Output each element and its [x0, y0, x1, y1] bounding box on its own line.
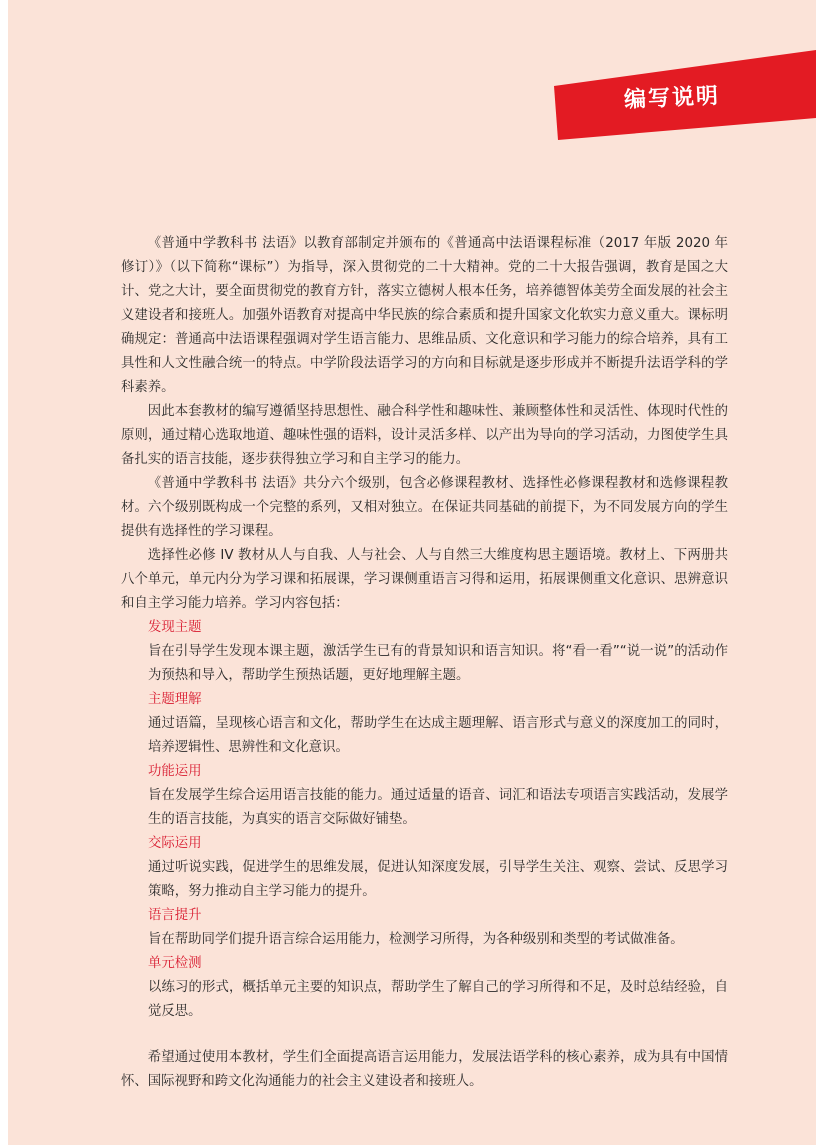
section-heading: 发现主题 [148, 620, 202, 635]
section-unit-test [121, 952, 728, 1024]
section-body: 旨在引导学生发现本课主题，激活学生已有的背景知识和语言知识。将“看一看”“说一说”的活动作为预热和导入，帮助学生预热话题，更好地理解主题。 [148, 644, 728, 683]
section-body: 以练习的形式，概括单元主要的知识点，帮助学生了解自己的学习所得和不足，及时总结经验，自觉反思。 [148, 980, 728, 1019]
page-title: 编写说明 [623, 83, 721, 113]
section-function-use [121, 760, 728, 832]
section-language-improvement [121, 904, 728, 952]
closing-paragraph: 希望通过使用本教材，学生们全面提高语言运用能力，发展法语学科的核心素养，成为具有中国情怀、国际视野和跨文化沟通能力的社会主义建设者和接班人。 [121, 1050, 728, 1089]
section-heading: 交际运用 [148, 836, 202, 851]
section-body: 旨在发展学生综合运用语言技能的能力。通过适量的语音、词汇和语法专项语言实践活动，发展学生的语言技能，为真实的语言交际做好铺垫。 [148, 788, 728, 827]
section-communication-use [121, 832, 728, 904]
spacer [121, 1024, 728, 1046]
section-body: 通过听说实践，促进学生的思维发展，促进认知深度发展，引导学生关注、观察、尝试、反思学习策略，努力推动自主学习能力的提升。 [148, 860, 728, 899]
title-banner [548, 46, 816, 140]
section-heading: 语言提升 [148, 908, 202, 923]
section-body: 旨在帮助同学们提升语言综合运用能力，检测学习所得，为各种级别和类型的考试做准备。 [148, 932, 684, 947]
section-discover-theme [121, 616, 728, 688]
intro-paragraph: 《普通中学教科书 法语》共分六个级别，包含必修课程教材、选择性必修课程教材和选修课程教材。六个级别既构成一个完整的系列，又相对独立。在保证共同基础的前提下，为不同发展方向的学生提供有选择性的学习课程。 [121, 476, 728, 539]
main-content [121, 232, 728, 1094]
section-heading: 主题理解 [148, 692, 202, 707]
section-heading: 功能运用 [148, 764, 202, 779]
intro-paragraph: 选择性必修 IV 教材从人与自我、人与社会、人与自然三大维度构思主题语境。教材上、下两册共八个单元，单元内分为学习课和拓展课，学习课侧重语言习得和运用，拓展课侧重文化意识、思辨意识和自主学习能力培养。学习内容包括： [121, 548, 728, 611]
intro-paragraph: 因此本套教材的编写遵循坚持思想性、融合科学性和趣味性、兼顾整体性和灵活性、体现时代性的原则，通过精心选取地道、趣味性强的语料，设计灵活多样、以产出为导向的学习活动，力图使学生具备扎实的语言技能，逐步获得独立学习和自主学习的能力。 [121, 404, 728, 467]
section-theme-understanding [121, 688, 728, 760]
section-body: 通过语篇，呈现核心语言和文化，帮助学生在达成主题理解、语言形式与意义的深度加工的同时，培养逻辑性、思辨性和文化意识。 [148, 716, 728, 755]
section-heading: 单元检测 [148, 956, 202, 971]
intro-paragraph: 《普通中学教科书 法语》以教育部制定并颁布的《普通高中法语课程标准（2017 年版 2020 年修订）》（以下简称“课标”）为指导，深入贯彻党的二十大精神。党的二十大报告强调，教育是国之大计、党之大计，要全面贯彻党的教育方针，落实立德树人根本任务，培养德智体美劳全面发展的社会主义建设者和接班人。加强外语教育对提高中华民族的综合素质和提升国家文化软实力意义重大。课标明确规定：普通高中法语课程强调对学生语言能力、思维品质、文化意识和学习能力的综合培养，具有工具性和人文性融合统一的特点。中学阶段法语学习的方向和目标就是逐步形成并不断提升法语学科的学科素养。 [121, 236, 728, 395]
